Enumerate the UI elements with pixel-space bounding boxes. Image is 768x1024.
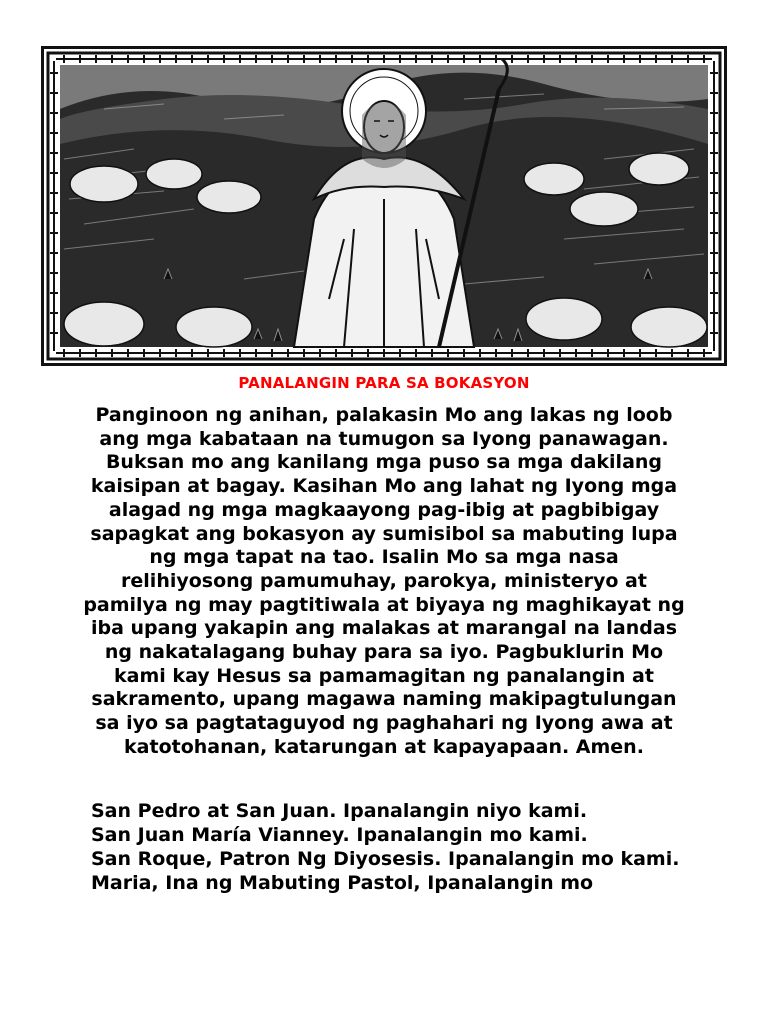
intercession-line: Maria, Ina ng Mabuting Pastol, Ipanalangin mo bbox=[91, 872, 594, 894]
good-shepherd-illustration bbox=[41, 46, 727, 366]
intercession-list bbox=[91, 799, 691, 895]
prayer-body: Panginoon ng anihan, palakasin Mo ang lakas ng loob ang mga kabataan na tumugon sa Iyong panawagan. Buksan mo ang kanilang mga puso sa mga dakilang kaisipan at bagay. Kasihan Mo ang lahat ng Iyong mga alagad ng mga magkaayong pag-ibig at pagbibigay sapagkat ang bokasyon ay sumisibol sa mabuting lupa ng mga tapat na tao. Isalin Mo sa mga nasa relihiyosong pamumuhay, parokya, ministeryo at pamilya ng may pagtitiwala at biyaya ng maghikayat ng iba upang yakapin ang malakas at marangal na landas ng nakatalagang buhay para sa iyo. Pagbuklurin Mo kami kay Hesus sa pamamagitan ng panalangin at sakramento, upang magawa naming makipagtulungan sa iyo sa pagtataguyod ng paghahari ng Iyong awa at katotohanan, katarungan at kapayapaan. Amen. bbox=[83, 404, 685, 758]
intercession-line: San Pedro at San Juan. Ipanalangin niyo kami. bbox=[91, 800, 588, 822]
good-shepherd-engraving bbox=[44, 49, 724, 363]
prayer-title: PANALANGIN PARA SA BOKASYON bbox=[238, 374, 530, 392]
intercession-line: San Roque, Patron Ng Diyosesis. Ipanalangin mo kami. bbox=[91, 848, 680, 870]
intercession-line: San Juan María Vianney. Ipanalangin mo kami. bbox=[91, 824, 588, 846]
